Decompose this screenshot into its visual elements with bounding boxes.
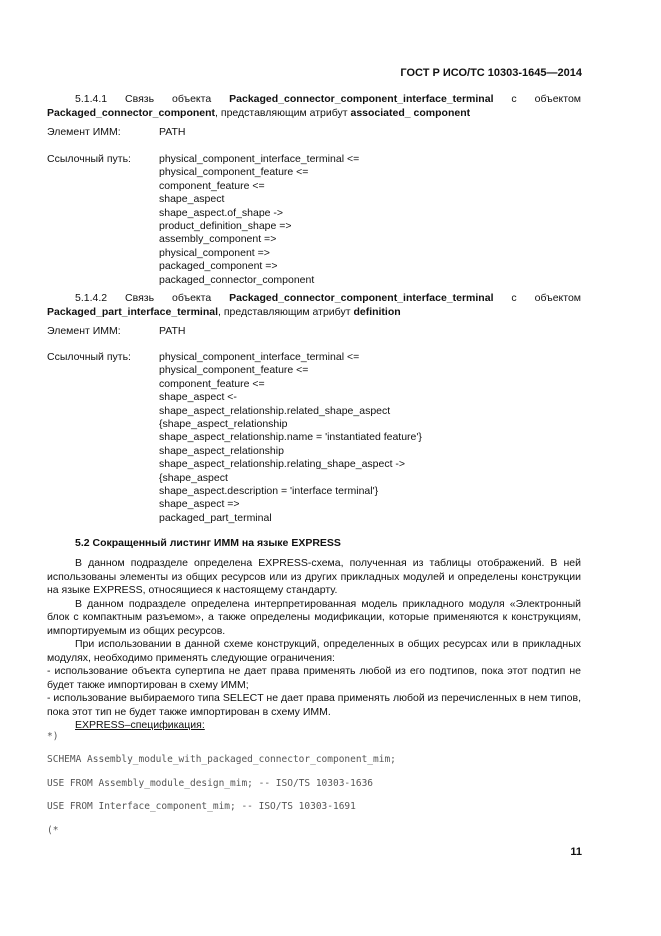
element-label: Элемент ИММ: <box>47 325 121 337</box>
path-line: component_feature <= <box>159 179 265 192</box>
path-line: shape_aspect_relationship <box>159 444 284 457</box>
spec-label: EXPRESS–спецификация: <box>75 719 205 731</box>
paragraph: При использовании в данной схеме конструкций, определенных в общих ресурсах или в прикладных модулях, необходимо применять следующие ограничения: <box>47 638 581 664</box>
path-line: shape_aspect <box>159 193 225 206</box>
heading-entity: Packaged_connector_component_interface_terminal <box>229 292 494 304</box>
path-line: physical_component => <box>159 246 270 259</box>
paragraph: В данном подразделе определена EXPRESS-схема, полученная из таблицы отображений. В ней использованы элементы из общих ресурсов или из других прикладных модулей и определены конструкции на языке EXPRESS, относящиеся к настоящему стандарту. <box>47 557 581 596</box>
reference-path-1 <box>159 153 359 287</box>
path-line: shape_aspect.of_shape -> <box>159 206 284 219</box>
document-header: ГОСТ Р ИСО/ТС 10303-1645—2014 <box>400 67 582 79</box>
path-line: shape_aspect_relationship.related_shape_aspect <box>159 404 391 417</box>
section-title: 5.2 Сокращенный листинг ИММ на языке EXPRESS <box>75 537 341 549</box>
heading-5-1-4-2 <box>47 292 581 319</box>
path-line: packaged_connector_component <box>159 273 315 286</box>
page-number: 11 <box>570 846 582 858</box>
path-line: packaged_component => <box>159 260 278 273</box>
path-label: Ссылочный путь: <box>47 153 131 165</box>
path-line: shape_aspect_relationship.relating_shape_aspect -> <box>159 458 406 471</box>
path-line: product_definition_shape => <box>159 220 292 233</box>
path-line: shape_aspect.description = 'interface terminal'} <box>159 485 379 498</box>
heading-prefix: 5.1.4.2 Связь объекта <box>75 292 230 304</box>
path-line: assembly_component => <box>159 233 277 246</box>
heading-suffix: , представляющим атрибут <box>218 305 354 318</box>
heading-mid: с объектом <box>493 292 582 304</box>
heading-entity: Packaged_connector_component_interface_terminal <box>229 93 494 105</box>
path-line: packaged_part_terminal <box>159 511 272 524</box>
spec-label-line <box>47 719 581 733</box>
heading-target: Packaged_part_interface_terminal <box>47 305 218 318</box>
path-line: {shape_aspect_relationship <box>159 418 288 431</box>
path-line: shape_aspect_relationship.name = 'instantiated feature'} <box>159 431 422 444</box>
path-line: physical_component_interface_terminal <= <box>159 351 360 363</box>
heading-prefix: 5.1.4.1 Связь объекта <box>75 93 230 105</box>
code-line: USE FROM Interface_component_mim; -- ISO/TS 10303-1691 <box>47 801 356 812</box>
element-value: PATH <box>159 126 186 138</box>
path-line: {shape_aspect <box>159 471 228 484</box>
heading-target: Packaged_connector_component <box>47 106 216 119</box>
heading-5-1-4-1 <box>47 93 581 120</box>
element-label: Элемент ИММ: <box>47 126 121 138</box>
element-value: PATH <box>159 325 186 337</box>
code-line: (* <box>47 825 59 836</box>
code-line: *) <box>47 731 59 742</box>
paragraph: - использование объекта супертипа не дает права применять любой из его подтипов, пока этот подтип не будет также импортирован в схему ИММ; <box>47 665 581 691</box>
heading-attr: definition <box>353 305 401 318</box>
code-line: SCHEMA Assembly_module_with_packaged_connector_component_mim; <box>47 754 396 765</box>
section-body <box>47 557 581 733</box>
path-label: Ссылочный путь: <box>47 351 131 363</box>
heading-suffix: , представляющим атрибут <box>215 106 351 119</box>
heading-mid: с объектом <box>493 93 582 105</box>
path-line: component_feature <= <box>159 377 265 390</box>
code-line: USE FROM Assembly_module_design_mim; -- ISO/TS 10303-1636 <box>47 778 374 789</box>
path-line: physical_component_feature <= <box>159 364 309 377</box>
path-line: shape_aspect <- <box>159 391 237 404</box>
path-line: physical_component_feature <= <box>159 166 309 179</box>
path-line: shape_aspect => <box>159 498 240 511</box>
path-line: physical_component_interface_terminal <= <box>159 153 360 165</box>
paragraph: В данном подразделе определена интерпретированная модель прикладного модуля «Электронный блок с компактным разъемом», а также определены модификации, которые применяются к конструкциям, импортируемым из общих ресурсов. <box>47 597 581 637</box>
paragraph: - использование выбираемого типа SELECT не дает права применять любой из перечисленных в нем типов, пока этот тип не будет также импортирован в схему ИММ. <box>47 692 581 718</box>
heading-attr: associated_ component <box>350 106 471 119</box>
reference-path-2 <box>159 351 422 525</box>
